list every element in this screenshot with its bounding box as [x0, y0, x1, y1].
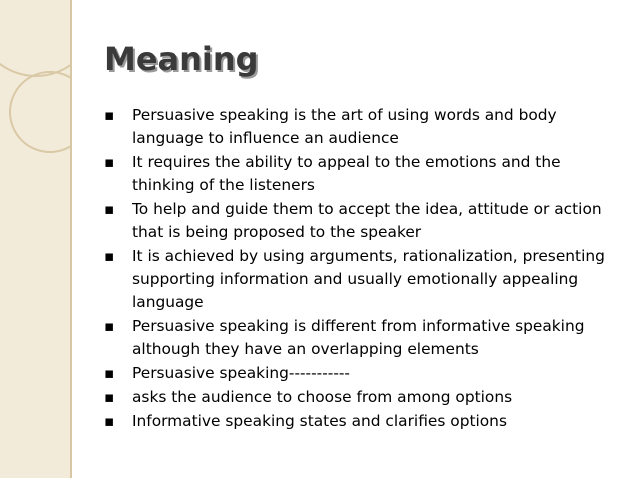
decorative-left-band [0, 0, 72, 478]
bullet-item [104, 362, 624, 385]
bullet-icon: ▪ [104, 106, 115, 124]
decorative-circles [0, 0, 70, 478]
bullet-text: It requires the ability to appeal to the emotions and the thinking of the listeners [132, 153, 561, 194]
bullet-item [104, 386, 624, 409]
bullet-text: Persuasive speaking is the art of using words and body language to influence an audience [132, 106, 557, 147]
bullet-icon: ▪ [104, 388, 115, 406]
bullet-icon: ▪ [104, 364, 115, 382]
bullet-item [104, 104, 624, 150]
bullet-text: To help and guide them to accept the idea, attitude or action that is being proposed to the speaker [132, 200, 602, 241]
bullet-text: Informative speaking states and clarifies options [132, 412, 507, 430]
bullet-icon: ▪ [104, 317, 115, 335]
bullet-item [104, 151, 624, 197]
bullet-text: Persuasive speaking----------- [132, 364, 350, 382]
bullet-item [104, 410, 624, 433]
slide-title: Meaning [104, 40, 259, 78]
bullet-text: It is achieved by using arguments, rationalization, presenting supporting information and usually emotionally appealing language [132, 247, 605, 311]
bullet-item [104, 198, 624, 244]
bullet-item [104, 245, 624, 314]
bullet-icon: ▪ [104, 247, 115, 265]
bullet-list [104, 104, 624, 434]
bullet-text: asks the audience to choose from among options [132, 388, 513, 406]
bullet-icon: ▪ [104, 153, 115, 171]
bullet-item [104, 315, 624, 361]
bullet-icon: ▪ [104, 412, 115, 430]
bullet-text: Persuasive speaking is different from informative speaking although they have an overlapping elements [132, 317, 585, 358]
bullet-icon: ▪ [104, 200, 115, 218]
